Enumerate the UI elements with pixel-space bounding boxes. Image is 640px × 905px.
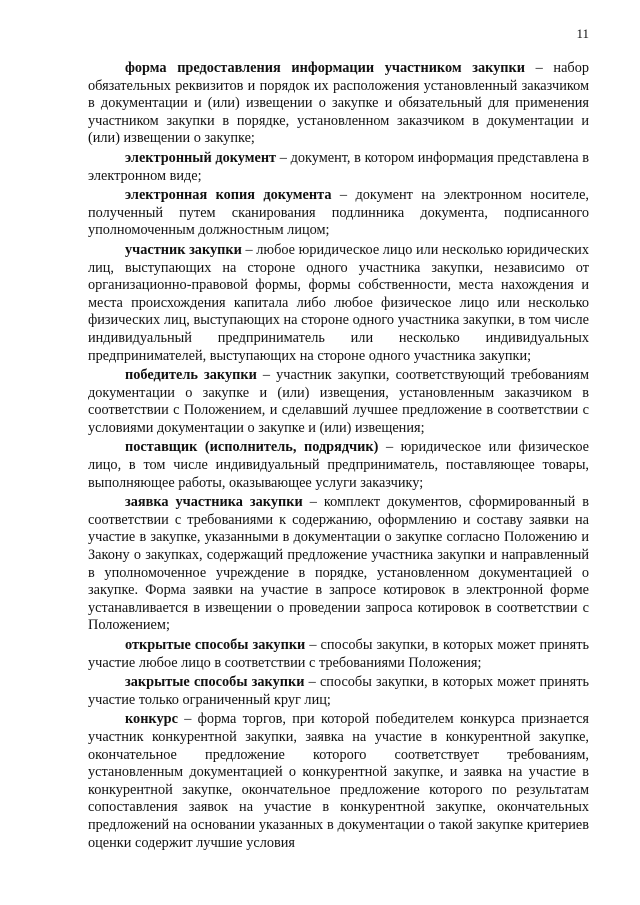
definition-paragraph bbox=[88, 150, 589, 185]
definition-text: – юридическое или физическое лицо, в том числе индивидуальный предприниматель, поставляющее товары, выполняющее работы, оказывающее услуги заказчику; bbox=[88, 439, 589, 491]
definition-text: – способы закупки, в которых может принять участие любое лицо в соответствии с требованиями Положения; bbox=[88, 637, 589, 671]
definition-term: поставщик (исполнитель, подрядчик) bbox=[125, 439, 379, 456]
definition-text: – любое юридическое лицо или несколько юридических лиц, выступающих на стороне одного участника закупки, независимо от организационно-правовой формы, формы собственности, места нахождения и места происхождения капитала либо любое физическое лицо или несколько физических лиц, выступающих на стороне одного участника закупки, в том числе индивидуальный предприниматель или несколько индивидуальных предпринимателей, выступающих на стороне одного участника закупки; bbox=[88, 241, 589, 364]
definition-term: электронный документ bbox=[125, 149, 277, 166]
definition-term: победитель закупки bbox=[125, 367, 257, 384]
definition-paragraph bbox=[88, 367, 589, 437]
definition-text: – форма торгов, при которой победителем конкурса признается участник конкурентной закупки, заявка на участие в конкурентной закупке, окончательное предложение которого соответствует требованиям, установленным документацией о конкурентной закупке, и заявка на участие в конкурентной закупке, окончательное предложение которого по результатам сопоставления заявок на участие в конкурентной закупке, окончательных предложений на основании указанных в документации о такой закупке критериев оценки содержит лучшие условия bbox=[88, 711, 589, 851]
definition-text: – способы закупки, в которых может принять участие только ограниченный круг лиц; bbox=[88, 674, 589, 708]
definition-text: – документ на электронном носителе, полученный путем сканирования подлинника документа, подписанного уполномоченным должностным лицом; bbox=[88, 187, 590, 239]
definitions-list bbox=[88, 60, 589, 854]
page-number: 11 bbox=[576, 26, 589, 41]
definition-term: конкурс bbox=[125, 711, 178, 728]
definition-paragraph bbox=[88, 711, 589, 852]
definition-term: электронная копия документа bbox=[125, 187, 332, 204]
definition-term: форма предоставления информации участником закупки bbox=[125, 60, 526, 76]
definition-text: – комплект документов, сформированный в соответствии с требованиями к содержанию, оформлению и составу заявки на участие в закупке, указанными в документации о закупке согласно Положению и Закону о закупках, содержащий предложение участника закупки и направленный в уполномоченное учреждение в порядке, установленном документацией о закупке. Форма заявки на участие в запросе котировок в электронной форме устанавливается в извещении о проведении запроса котировок в соответствии с Положением; bbox=[88, 494, 589, 634]
definition-paragraph bbox=[88, 674, 589, 709]
definition-term: открытые способы закупки bbox=[125, 637, 306, 653]
definition-paragraph bbox=[88, 60, 589, 148]
definition-paragraph bbox=[88, 187, 589, 240]
definition-text: – набор обязательных реквизитов и порядок их расположения установленный заказчиком в документации и (или) извещении о закупке и обязательный для применения участником закупки в порядке, установленном заказчиком в документации и (или) извещении о закупке; bbox=[88, 60, 589, 147]
definition-term: заявка участника закупки bbox=[125, 494, 303, 511]
definition-term: участник закупки bbox=[125, 241, 242, 258]
definition-paragraph bbox=[88, 637, 589, 672]
definition-text: – участник закупки, соответствующий требованиям документации о закупке и (или) извещения, установленным заказчиком в соответствии с Положением, и сделавший лучшее предложение в соответствии с условиями документации о закупке и (или) извещения; bbox=[88, 367, 589, 436]
definition-term: закрытые способы закупки bbox=[125, 674, 305, 691]
definition-paragraph bbox=[88, 494, 589, 635]
definition-text: – документ, в котором информация представлена в электронном виде; bbox=[88, 149, 589, 184]
definition-paragraph bbox=[88, 242, 589, 365]
definition-paragraph bbox=[88, 439, 589, 492]
